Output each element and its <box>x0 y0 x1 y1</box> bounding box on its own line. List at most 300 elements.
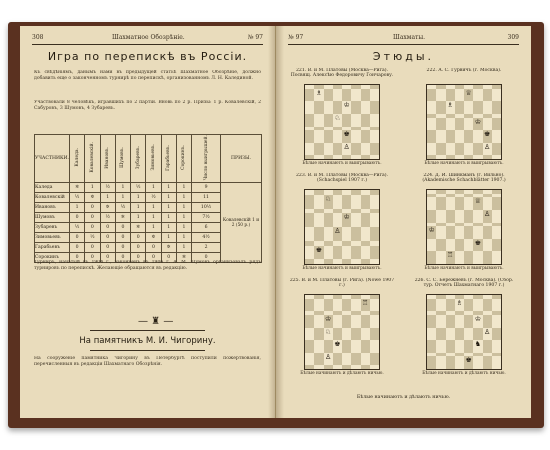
chess-piece-icon: ♙ <box>324 352 332 361</box>
right-issue-number: № 97 <box>288 34 304 41</box>
board-square <box>483 251 492 264</box>
result-cell: 0 <box>100 253 115 263</box>
chess-board <box>426 189 502 265</box>
col-header-label: Зимовьевъ. <box>150 144 156 171</box>
board-square <box>361 227 370 241</box>
results-table <box>34 134 262 263</box>
board-square <box>370 89 379 102</box>
board-square <box>314 365 323 369</box>
board-square <box>333 315 342 328</box>
board-square <box>464 356 473 369</box>
board-square <box>446 299 455 312</box>
board-square <box>492 340 501 353</box>
board-square <box>473 328 482 341</box>
board-square <box>314 227 323 241</box>
result-cell: 0 <box>70 213 85 223</box>
page-footer-note: Бѣлые начинаютъ и дѣлаютъ ничью. <box>356 395 451 400</box>
col-header-label: Ивановъ. <box>105 146 111 169</box>
board-square <box>305 101 314 114</box>
board-square <box>305 114 314 127</box>
board-square <box>333 259 342 264</box>
board-square <box>324 353 333 366</box>
board-square <box>473 155 482 159</box>
chess-piece-icon: ♔ <box>343 101 350 110</box>
col-header <box>176 135 191 183</box>
board-square <box>473 197 482 210</box>
study-caption: 222. А. С. Гурвичъ (г. Москва). <box>426 68 502 73</box>
board-square <box>464 210 473 223</box>
board-square <box>351 340 360 353</box>
player-name: Ковалевскій <box>35 193 70 203</box>
chess-piece-icon: ♖ <box>361 298 369 307</box>
board-square <box>483 130 492 143</box>
board-square <box>370 213 379 227</box>
section-divider <box>90 350 205 351</box>
chess-piece-icon: ♖ <box>446 251 454 260</box>
board-square <box>351 259 360 264</box>
board-square <box>351 227 360 241</box>
board-square <box>473 226 482 239</box>
player-name: Ивановъ <box>35 203 70 213</box>
board-square <box>492 118 501 131</box>
board-square <box>446 210 455 223</box>
board-square <box>483 356 492 369</box>
study-caption: 226. С. С. Бережнёвъ (г. Москва). (Сбор. тур. Отчетъ Шахматнаго 1907 г.) <box>414 278 514 289</box>
board-square <box>342 143 351 156</box>
corner-header <box>35 135 70 183</box>
board-square <box>483 226 492 239</box>
board-square <box>455 328 464 341</box>
board-square <box>361 315 370 328</box>
col-header <box>146 135 161 183</box>
board-square <box>314 259 323 264</box>
chess-piece-icon: ♔ <box>428 226 435 235</box>
board-square <box>314 155 323 159</box>
chess-board <box>304 294 380 370</box>
chess-piece-icon: ♚ <box>465 356 472 365</box>
prize-header-label: ПРИЗЫ. <box>231 156 251 162</box>
board-square <box>342 195 351 209</box>
board-square <box>351 328 360 341</box>
board-square <box>333 213 342 227</box>
board-square <box>455 315 464 328</box>
result-cell: 0 <box>85 213 100 223</box>
result-cell: 1 <box>176 223 191 233</box>
board-square <box>314 101 323 114</box>
board-square <box>473 315 482 328</box>
chess-piece-icon: ♚ <box>474 238 482 247</box>
result-cell: ✲ <box>85 193 100 203</box>
board-square <box>361 155 370 159</box>
result-cell: 1 <box>85 183 100 193</box>
study-caption: 225. В. и М. Платовы (г. Рига). (Nowe 1907 г.) <box>289 278 395 289</box>
col-header-label: Каледа. <box>74 148 80 167</box>
result-cell: ✲ <box>115 213 130 223</box>
board-square <box>446 143 455 156</box>
board-square <box>455 89 464 102</box>
board-square <box>427 197 436 210</box>
studies-title: Этюды. <box>372 50 435 63</box>
col-header <box>192 135 221 183</box>
board-square <box>324 114 333 127</box>
board-square <box>361 340 370 353</box>
board-square <box>305 155 314 159</box>
result-cell: ½ <box>115 203 130 213</box>
left-page <box>20 26 276 418</box>
board-square <box>314 246 323 260</box>
chess-board <box>304 84 380 160</box>
board-square <box>370 227 379 241</box>
board-square <box>427 118 436 131</box>
study-label: Бѣлые начинаютъ и выигрываютъ. <box>302 161 382 166</box>
study-224 <box>410 173 518 271</box>
col-header-label: Число выигрышей. <box>203 135 209 181</box>
ornament-icon: — ♜ — <box>138 316 174 327</box>
left-issue-number: № 97 <box>247 34 263 41</box>
board-square <box>436 197 445 210</box>
result-cell: 1 <box>131 213 146 223</box>
board-square <box>464 251 473 264</box>
board-square <box>305 340 314 353</box>
result-cell: 4½ <box>192 233 221 243</box>
col-header <box>115 135 130 183</box>
study-label: Бѣлые начинаютъ и выигрываютъ. <box>424 161 504 166</box>
player-name: Гарабьевъ <box>35 243 70 253</box>
result-cell: ½ <box>100 183 115 193</box>
board-square <box>361 114 370 127</box>
board-square <box>351 143 360 156</box>
board-square <box>314 143 323 156</box>
col-header <box>161 135 176 183</box>
board-square <box>361 246 370 260</box>
study-caption: 224. Д. И. Шинкманъ (г. Вильно). (Akademische Schachblätter 1907.) <box>422 173 506 184</box>
board-square <box>342 315 351 328</box>
board-square <box>427 101 436 114</box>
board-square <box>436 239 445 252</box>
board-square <box>370 315 379 328</box>
result-cell: ✲ <box>146 233 161 243</box>
board-square <box>492 130 501 143</box>
board-square <box>342 101 351 114</box>
board-square <box>446 251 455 264</box>
board-square <box>464 89 473 102</box>
result-cell: ½ <box>146 193 161 203</box>
player-name: Шумовъ <box>35 213 70 223</box>
board-square <box>446 226 455 239</box>
board-square <box>351 130 360 143</box>
board-square <box>351 114 360 127</box>
board-square <box>305 259 314 264</box>
result-cell: 0 <box>146 243 161 253</box>
board-square <box>464 155 473 159</box>
right-journal-title: Шахматы. <box>393 34 426 41</box>
results-header-row <box>35 135 262 183</box>
board-square <box>455 197 464 210</box>
chess-piece-icon: ♙ <box>483 327 491 336</box>
board-square <box>361 328 370 341</box>
board-square <box>324 328 333 341</box>
study-label: Бѣлые начинаютъ и дѣлаютъ ничью. <box>300 371 384 376</box>
board-square <box>305 213 314 227</box>
board-square <box>333 130 342 143</box>
board-square <box>492 210 501 223</box>
result-cell: 0 <box>115 243 130 253</box>
board-square <box>464 130 473 143</box>
result-cell: 1 <box>146 223 161 233</box>
section2-title: На памятникъ М. И. Чигорину. <box>79 336 216 346</box>
board-square <box>446 130 455 143</box>
result-cell: 0 <box>100 243 115 253</box>
board-square <box>436 89 445 102</box>
chess-piece-icon: ♗ <box>456 298 463 307</box>
board-square <box>473 118 482 131</box>
board-square <box>455 299 464 312</box>
board-square <box>446 340 455 353</box>
board-square <box>351 365 360 369</box>
board-square <box>351 299 360 312</box>
board-square <box>427 328 436 341</box>
board-square <box>427 155 436 159</box>
board-square <box>370 353 379 366</box>
board-square <box>473 130 482 143</box>
results-body <box>35 183 262 263</box>
board-square <box>473 239 482 252</box>
player-name: Каледа <box>35 183 70 193</box>
board-square <box>473 89 482 102</box>
board-square <box>492 251 501 264</box>
chess-piece-icon: ♘ <box>334 113 341 122</box>
board-square <box>370 328 379 341</box>
player-name: Зубаревъ <box>35 223 70 233</box>
result-cell: 0 <box>100 233 115 243</box>
board-square <box>324 130 333 143</box>
board-square <box>342 299 351 312</box>
right-page-header <box>288 34 519 45</box>
board-square <box>436 226 445 239</box>
result-cell: 1 <box>176 233 191 243</box>
result-cell: 1 <box>176 183 191 193</box>
chess-piece-icon: ♘ <box>324 327 332 336</box>
board-square <box>305 89 314 102</box>
board-square <box>436 210 445 223</box>
board-square <box>305 365 314 369</box>
chess-piece-icon: ♙ <box>334 227 341 235</box>
section-divider <box>90 330 205 331</box>
board-square <box>333 227 342 241</box>
result-cell: 1 <box>146 203 161 213</box>
chess-piece-icon: ♙ <box>343 142 350 151</box>
board-square <box>446 118 455 131</box>
result-cell: 0 <box>131 253 146 263</box>
right-page-number: 309 <box>507 34 519 41</box>
board-square <box>473 299 482 312</box>
board-square <box>324 315 333 328</box>
board-square <box>342 365 351 369</box>
board-square <box>483 299 492 312</box>
board-square <box>305 143 314 156</box>
result-cell: 1 <box>146 183 161 193</box>
result-cell: 0 <box>70 233 85 243</box>
board-square <box>427 226 436 239</box>
board-square <box>324 213 333 227</box>
board-square <box>342 328 351 341</box>
board-square <box>464 197 473 210</box>
board-square <box>324 365 333 369</box>
board-square <box>427 251 436 264</box>
board-square <box>473 210 482 223</box>
board-square <box>455 101 464 114</box>
board-square <box>351 89 360 102</box>
board-square <box>492 328 501 341</box>
board-square <box>464 226 473 239</box>
chess-board <box>304 189 380 265</box>
board-square <box>342 259 351 264</box>
result-cell: 1 <box>161 183 176 193</box>
chess-piece-icon: ♙ <box>483 209 491 218</box>
result-cell: 1 <box>161 223 176 233</box>
board-square <box>361 299 370 312</box>
result-cell: 0 <box>131 233 146 243</box>
result-cell: 11 <box>192 193 221 203</box>
board-square <box>342 130 351 143</box>
result-cell: 0 <box>192 253 221 263</box>
board-square <box>473 143 482 156</box>
result-cell: 1 <box>176 243 191 253</box>
board-square <box>436 143 445 156</box>
board-square <box>436 155 445 159</box>
study-label: Бѣлые начинаютъ и выигрываютъ. <box>302 266 382 271</box>
study-222 <box>410 68 518 166</box>
board-square <box>314 213 323 227</box>
result-cell: ½ <box>131 183 146 193</box>
board-square <box>351 353 360 366</box>
left-journal-title: Шахматное Обозрѣніе. <box>112 34 185 41</box>
board-square <box>483 197 492 210</box>
result-cell: 1 <box>161 233 176 243</box>
board-square <box>427 340 436 353</box>
chess-piece-icon: ♚ <box>334 340 341 349</box>
board-square <box>361 259 370 264</box>
board-square <box>333 114 342 127</box>
board-square <box>473 101 482 114</box>
chess-piece-icon: ♗ <box>315 88 323 97</box>
board-square <box>483 118 492 131</box>
board-square <box>314 89 323 102</box>
board-square <box>324 246 333 260</box>
col-header <box>100 135 115 183</box>
board-square <box>314 130 323 143</box>
chess-piece-icon: ♕ <box>465 88 472 97</box>
prize-note: Ковалевскій 1 и 2 (50 р.) <box>221 183 262 263</box>
result-cell: 0 <box>100 223 115 233</box>
board-square <box>436 356 445 369</box>
board-square <box>361 89 370 102</box>
board-square <box>342 89 351 102</box>
study-label: Бѣлые начинаютъ и выигрываютъ. <box>424 266 504 271</box>
board-square <box>370 195 379 209</box>
result-cell: 1 <box>115 193 130 203</box>
chess-piece-icon: ♔ <box>324 314 332 323</box>
board-square <box>324 101 333 114</box>
result-cell: 1 <box>131 203 146 213</box>
result-cell: 0 <box>85 203 100 213</box>
board-square <box>436 340 445 353</box>
board-square <box>342 227 351 241</box>
board-square <box>370 143 379 156</box>
board-square <box>427 89 436 102</box>
result-cell: 1 <box>176 193 191 203</box>
board-square <box>464 340 473 353</box>
result-cell: 1 <box>146 213 161 223</box>
board-square <box>333 246 342 260</box>
chess-board <box>426 84 502 160</box>
player-name: Сорокинъ <box>35 253 70 263</box>
board-square <box>436 328 445 341</box>
board-square <box>342 340 351 353</box>
board-square <box>361 365 370 369</box>
board-square <box>314 299 323 312</box>
result-cell: 9 <box>192 183 221 193</box>
result-cell: 0 <box>115 223 130 233</box>
board-square <box>314 328 323 341</box>
board-square <box>492 143 501 156</box>
result-cell: ½ <box>85 233 100 243</box>
chess-piece-icon: ♞ <box>474 340 482 349</box>
col-header-label: Шумовъ. <box>120 147 126 169</box>
board-square <box>464 299 473 312</box>
board-square <box>305 195 314 209</box>
board-square <box>446 315 455 328</box>
board-square <box>314 353 323 366</box>
board-square <box>483 155 492 159</box>
result-cell: 0 <box>146 253 161 263</box>
study-223 <box>288 173 396 271</box>
col-header <box>85 135 100 183</box>
board-square <box>333 89 342 102</box>
board-square <box>324 299 333 312</box>
board-square <box>483 328 492 341</box>
right-page <box>276 26 531 418</box>
article-title: Игра по перепискѣ въ Россіи. <box>47 50 248 63</box>
chess-board <box>426 294 502 370</box>
result-cell: 0 <box>85 253 100 263</box>
board-square <box>361 130 370 143</box>
board-square <box>455 356 464 369</box>
chess-piece-icon: ♚ <box>343 130 350 139</box>
board-square <box>324 155 333 159</box>
col-header <box>70 135 85 183</box>
board-square <box>370 365 379 369</box>
board-square <box>436 101 445 114</box>
board-square <box>342 213 351 227</box>
board-square <box>314 195 323 209</box>
col-header <box>131 135 146 183</box>
board-square <box>305 315 314 328</box>
result-cell: ✲ <box>161 243 176 253</box>
board-square <box>342 114 351 127</box>
board-square <box>370 114 379 127</box>
study-label: Бѣлые начинаютъ и дѣлаютъ ничью. <box>422 371 506 376</box>
chess-piece-icon: ♔ <box>474 314 482 323</box>
board-square <box>436 299 445 312</box>
result-cell: ½ <box>70 223 85 233</box>
board-square <box>305 328 314 341</box>
chess-piece-icon: ♙ <box>483 142 491 151</box>
board-square <box>305 227 314 241</box>
prize-header <box>221 135 262 183</box>
board-square <box>455 251 464 264</box>
board-square <box>427 315 436 328</box>
